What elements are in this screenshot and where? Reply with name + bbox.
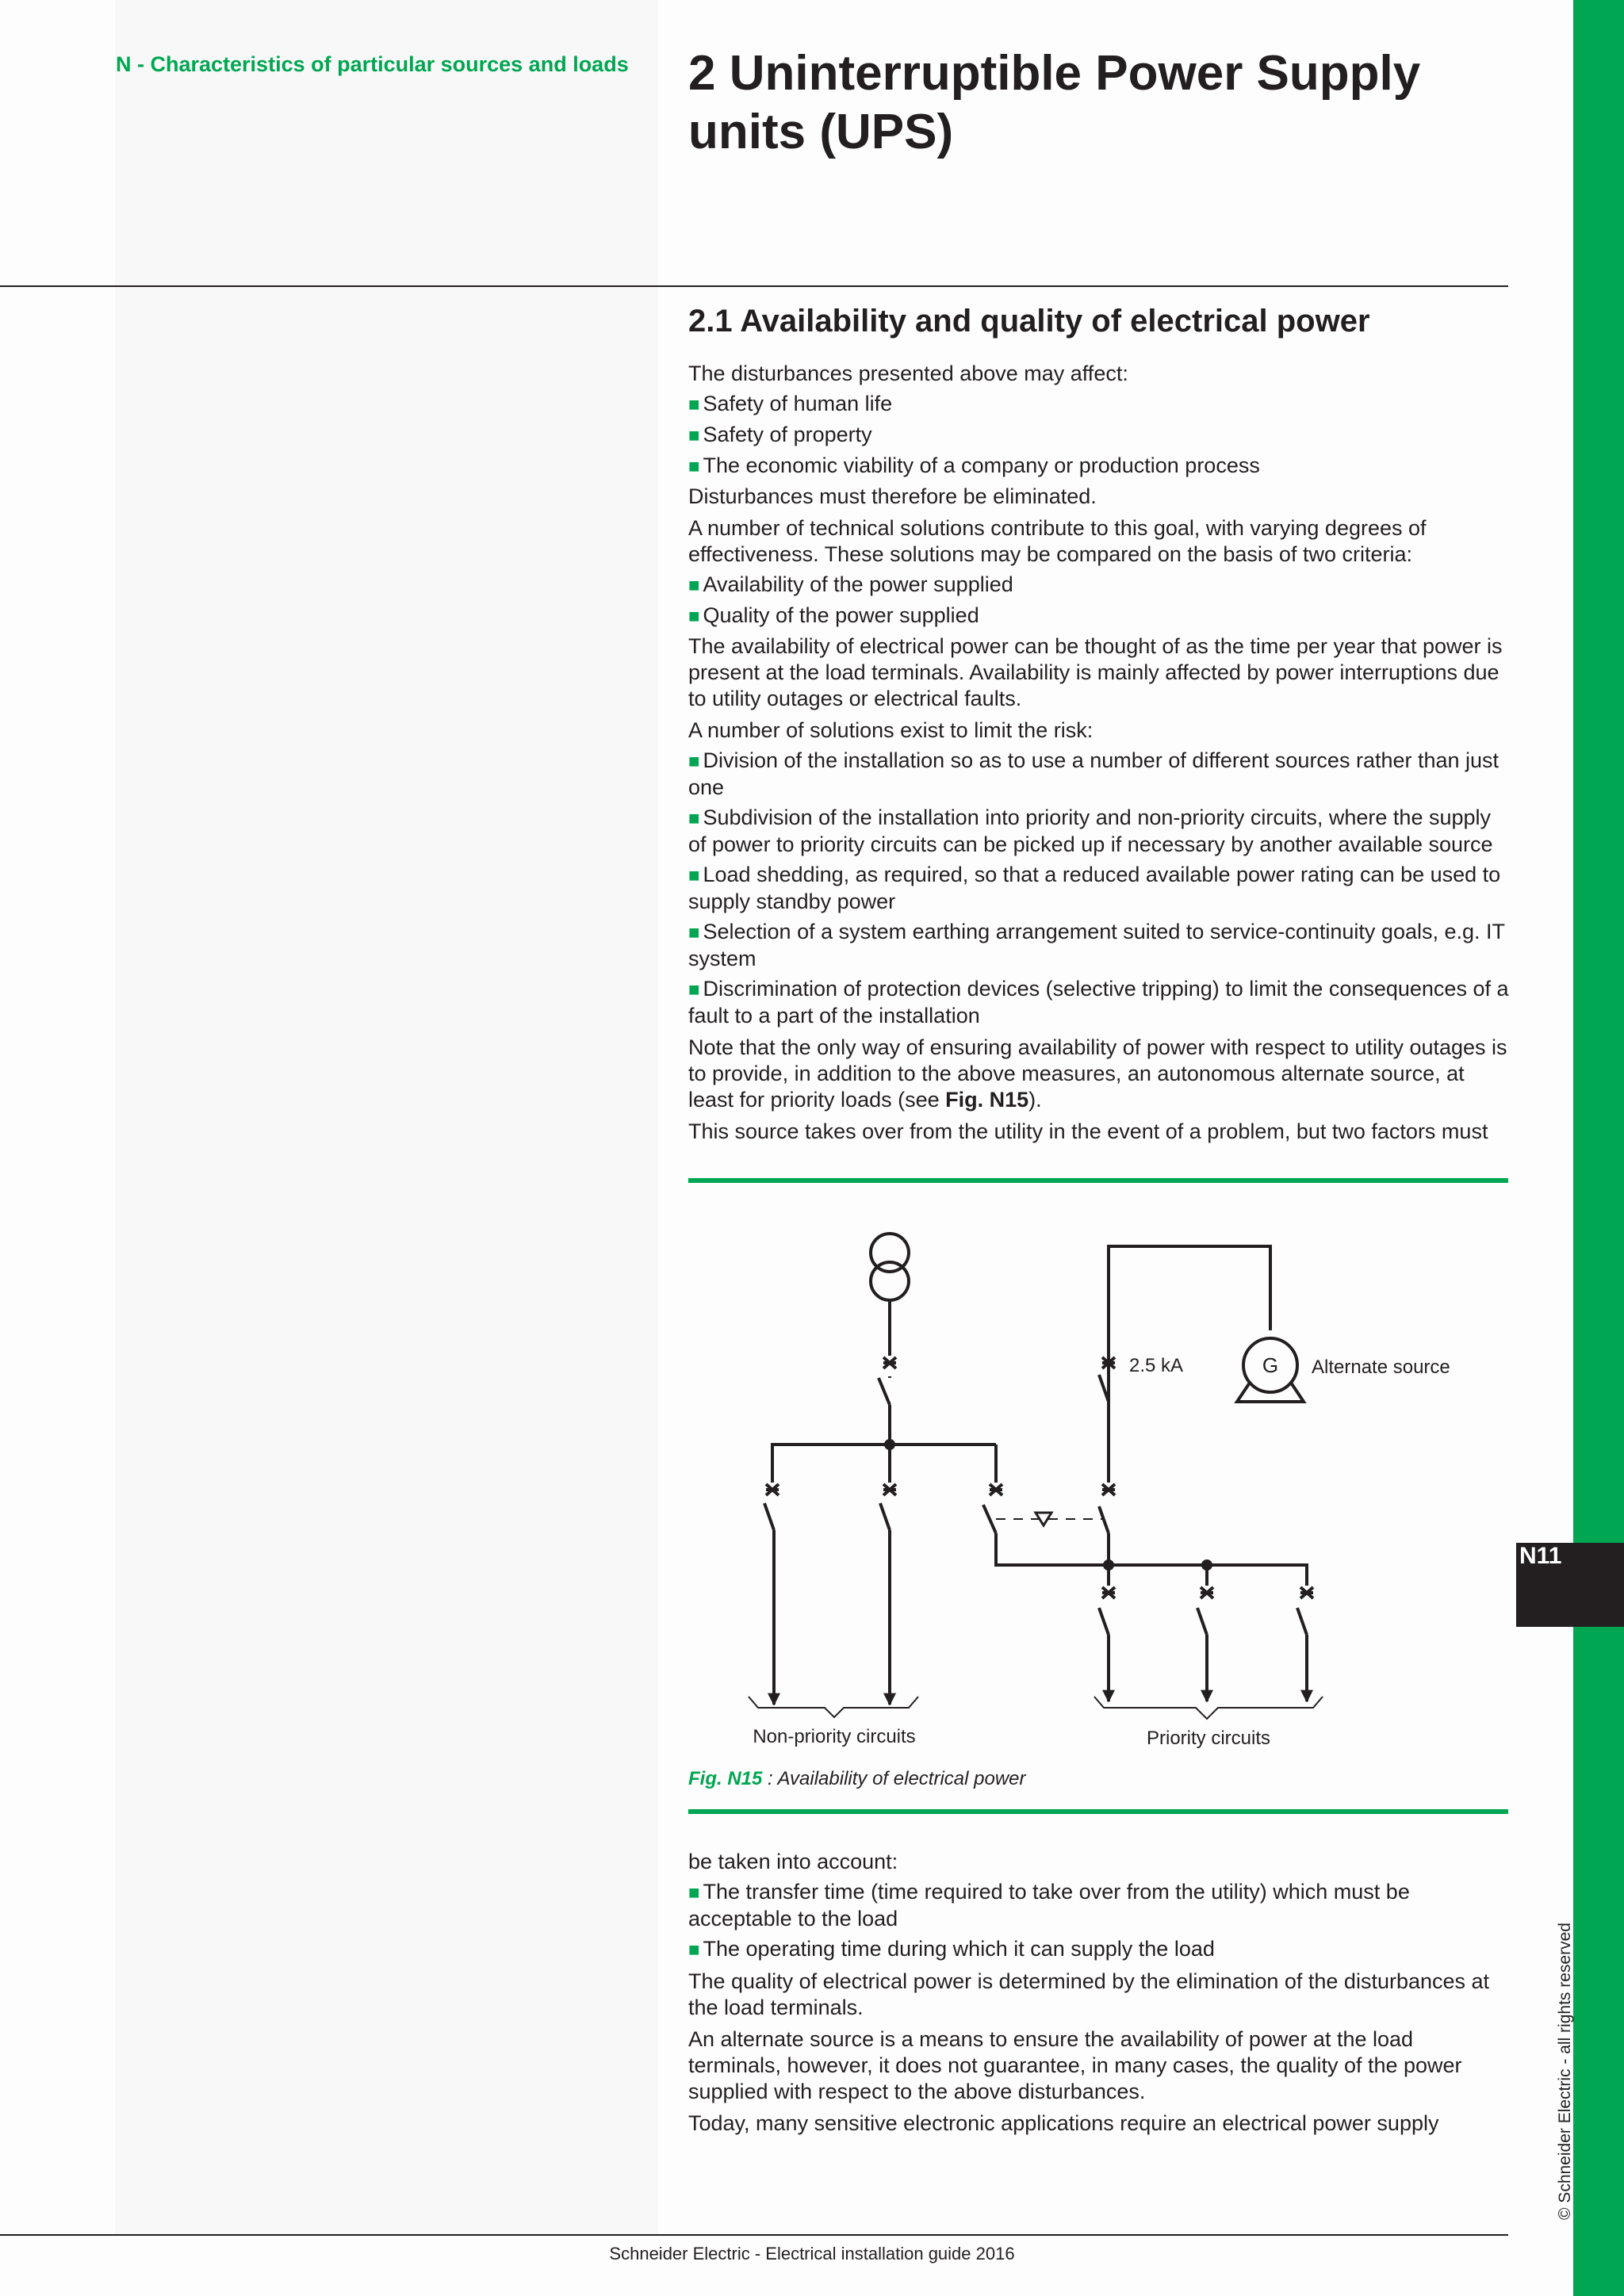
bullet-item: ■ Division of the installation so as to use a number of different sources rather than just one	[688, 748, 1500, 799]
paragraph: The quality of electrical power is determined by the elimination of the disturbances at the load terminals.	[688, 1969, 1490, 2019]
priority-busbar	[996, 1533, 1307, 1586]
paragraph: A number of solutions exist to limit the risk:	[688, 718, 1094, 742]
generator-symbol: G	[1262, 1353, 1279, 1377]
transformer-icon	[871, 1234, 909, 1300]
bullet-item: ■ Availability of the power supplied	[688, 572, 1013, 596]
body-text-top	[688, 361, 1510, 1150]
bullet-item: ■ The economic viability of a company or production process	[688, 453, 1260, 477]
rating-label: 2.5 kA	[1129, 1355, 1184, 1376]
paragraph: Note that the only way of ensuring availability of power with respect to utility outages is to provide, in addition to the above measures, an autonomous alternate source, at least for priority loads (see Fig. N15).	[688, 1035, 1507, 1112]
figure-top-rule	[688, 1178, 1508, 1183]
bullet-square-icon: ■	[688, 979, 700, 1001]
utility-breaker-symbol	[879, 1357, 896, 1405]
paragraph: A number of technical solutions contribute to this goal, with varying degrees of effectiveness. These solutions may be compared on the basis of two criteria:	[688, 516, 1427, 566]
bullet-square-icon: ■	[688, 808, 700, 829]
bullet-square-icon: ■	[688, 1939, 700, 1961]
bullet-square-icon: ■	[688, 575, 700, 596]
bullet-item: ■ Subdivision of the installation into priority and non-priority circuits, where the supply of power to priority circuits can be picked up if necessary by another available source	[688, 806, 1493, 856]
bullet-square-icon: ■	[688, 865, 700, 886]
bullet-item: ■ Quality of the power supplied	[688, 603, 979, 627]
paragraph: An alternate source is a means to ensure the availability of power at the load terminals, however, it does not guarantee, in many cases, the quality of the power supplied with respect to the above disturbances.	[688, 2027, 1462, 2103]
header-rule	[0, 285, 1508, 287]
page-number: N11	[1519, 1543, 1562, 1569]
paragraph: Disturbances must therefore be eliminated.	[688, 484, 1097, 508]
interlock-breaker-symbol	[983, 1484, 1002, 1533]
page-number-tab	[1516, 1543, 1624, 1627]
paragraph: The availability of electrical power can be thought of as the time per year that power is present at the load terminals. Availability is mainly affected by power interruptions due to utility outages or electrical faults.	[688, 634, 1503, 710]
footer-text: Schneider Electric - Electrical installation guide 2016	[609, 2244, 1015, 2263]
bullet-square-icon: ■	[688, 751, 700, 772]
bullet-square-icon: ■	[688, 394, 700, 415]
copyright-notice: © Schneider Electric - all rights reserved	[1556, 1923, 1574, 2220]
generator-icon	[1237, 1338, 1304, 1402]
footer-rule	[0, 2234, 1508, 2236]
paragraph: Today, many sensitive electronic applications require an electrical power supply	[688, 2111, 1439, 2135]
priority-label: Priority circuits	[1146, 1728, 1271, 1749]
paragraph: be taken into account:	[688, 1850, 898, 1873]
figure-reference: Fig. N15	[945, 1088, 1029, 1112]
paragraph: The disturbances presented above may affect:	[688, 362, 1128, 385]
paragraph: This source takes over from the utility in the event of a problem, but two factors must	[688, 1119, 1488, 1143]
bullet-square-icon: ■	[688, 1882, 700, 1904]
feeder-breaker-symbol	[764, 1484, 779, 1530]
main-busbar	[772, 1443, 996, 1483]
bullet-item: ■ The transfer time (time required to take over from the utility) which must be acceptable to the load	[688, 1880, 1410, 1931]
feeder-breaker-symbol	[1099, 1587, 1115, 1635]
bullet-item: ■ The operating time during which it can supply the load	[688, 1937, 1215, 1961]
non-priority-label: Non-priority circuits	[753, 1726, 916, 1747]
page-title: 2 Uninterruptible Power Supply units (UPS)	[688, 46, 1421, 159]
bullet-square-icon: ■	[688, 425, 700, 446]
figure-bottom-rule	[688, 1809, 1508, 1814]
feeder-breaker-symbol	[1297, 1587, 1313, 1635]
interlock-breaker-symbol	[1099, 1484, 1115, 1533]
bullet-item: ■ Selection of a system earthing arrangement suited to service-continuity goals, e.g. IT system	[688, 920, 1505, 970]
single-line-diagram	[688, 1189, 1513, 1760]
figure-caption: Fig. N15 : Availability of electrical power	[688, 1768, 1026, 1789]
alternate-source-label: Alternate source	[1312, 1357, 1450, 1378]
bullet-item: ■ Load shedding, as required, so that a reduced available power rating can be used to supply standby power	[688, 863, 1501, 913]
feeder-breaker-symbol	[1197, 1587, 1213, 1635]
feeder-breaker-symbol	[880, 1484, 896, 1530]
body-text-bottom	[688, 1849, 1510, 2142]
bullet-square-icon: ■	[688, 456, 700, 477]
bullet-item: ■ Safety of human life	[688, 392, 893, 415]
figure-label: Fig. N15	[688, 1768, 763, 1789]
bullet-item: ■ Safety of property	[688, 423, 872, 446]
section-heading: 2.1 Availability and quality of electrical power	[688, 304, 1370, 339]
bullet-square-icon: ■	[688, 606, 700, 627]
green-edge-bar	[1573, 0, 1624, 2296]
bullet-square-icon: ■	[688, 922, 700, 943]
bullet-item: ■ Discrimination of protection devices (selective tripping) to limit the consequences of a fault to a part of the installation	[688, 977, 1509, 1027]
chapter-title: N - Characteristics of particular sources and loads	[116, 52, 629, 76]
margin-column	[115, 0, 658, 2236]
